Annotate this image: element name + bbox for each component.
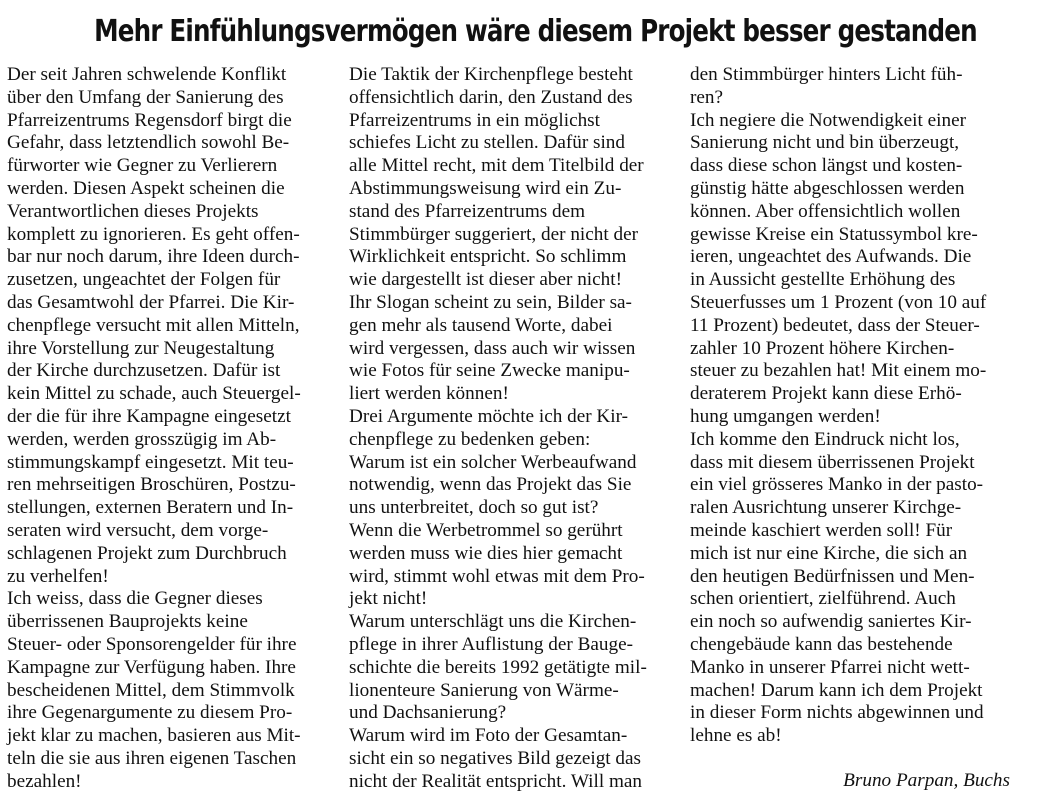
- text-line: ieren, ungeachtet des Aufwands. Die: [690, 246, 972, 268]
- text-line: mich ist nur eine Kirche, die sich an: [690, 542, 968, 564]
- text-line: meinde kaschiert werden soll! Für: [690, 519, 953, 541]
- text-line: stand des Pfarreizentrums dem: [349, 200, 586, 222]
- author-signature: Bruno Parpan, Buchs: [843, 770, 1010, 791]
- text-line: chenpflege versucht mit allen Mitteln,: [7, 314, 300, 336]
- text-line: ein noch so aufwendig saniertes Kir-: [690, 611, 972, 633]
- text-line: uns unterbreitet, doch so gut ist?: [349, 497, 599, 519]
- text-line: überrissenen Bauprojekts keine: [7, 611, 248, 633]
- text-line: Pfarreizentrums Regensdorf birgt die: [7, 109, 292, 131]
- text-line: und Dachsanierung?: [349, 702, 507, 724]
- text-line: wird, stimmt wohl etwas mit dem Pro-: [349, 565, 645, 587]
- text-line: nicht der Realität entspricht. Will man: [349, 770, 643, 792]
- text-line: Pfarreizentrums in ein möglichst: [349, 109, 600, 131]
- text-line: wird vergessen, dass auch wir wissen: [349, 337, 636, 359]
- text-line: ren?: [690, 86, 724, 108]
- text-line: wie Fotos für seine Zwecke manipu-: [349, 360, 630, 382]
- text-line: hung umgangen werden!: [690, 405, 881, 427]
- text-line: Ich negiere die Notwendigkeit einer: [690, 109, 966, 131]
- text-line: Stimmbürger suggeriert, der nicht der: [349, 223, 638, 245]
- text-line: komplett zu ignorieren. Es geht offen-: [7, 223, 300, 245]
- text-line: werden muss wie dies hier gemacht: [349, 542, 623, 564]
- text-line: günstig hätte abgeschlossen werden: [690, 177, 965, 199]
- text-line: den heutigen Bedürfnissen und Men-: [690, 565, 975, 587]
- text-line: kein Mittel zu schade, auch Steuergel-: [7, 383, 301, 405]
- text-line: der Kirche durchzusetzen. Dafür ist: [7, 360, 281, 382]
- text-line: Die Taktik der Kirchenpflege besteht: [349, 64, 633, 85]
- text-line: ihre Vorstellung zur Neugestaltung: [7, 337, 275, 359]
- text-line: Warum wird im Foto der Gesamtan-: [349, 725, 628, 747]
- text-line: Ihr Slogan scheint zu sein, Bilder sa-: [349, 291, 632, 313]
- text-line: Steuerfusses um 1 Prozent (von 10 auf: [690, 291, 987, 313]
- text-line: stimmungskampf eingesetzt. Mit teu-: [7, 451, 294, 473]
- text-line: Manko in unserer Pfarrei nicht wett-: [690, 656, 970, 678]
- article-headline: Mehr Einfühlungsvermögen wäre diesem Projekt besser gestanden: [94, 14, 977, 49]
- text-line: ren mehrseitigen Broschüren, Postzu-: [7, 474, 296, 496]
- text-line: werden, werden grosszügig im Ab-: [7, 428, 277, 450]
- text-line: ralen Ausrichtung unserer Kirchge-: [690, 497, 962, 519]
- text-line: Wirklichkeit entspricht. So schlimm: [349, 246, 627, 268]
- text-line: der die für ihre Kampagne eingesetzt: [7, 405, 291, 427]
- text-line: können. Aber offensichtlich wollen: [690, 200, 961, 222]
- text-line: gewisse Kreise ein Statussymbol kre-: [690, 223, 978, 245]
- text-line: Sanierung nicht und bin überzeugt,: [690, 132, 960, 154]
- text-line: fürworter wie Gegner zu Verlierern: [7, 155, 278, 177]
- text-line: stellungen, externen Beratern und In-: [7, 497, 294, 519]
- text-line: Gefahr, dass letztendlich sowohl Be-: [7, 132, 290, 154]
- text-column-2: [349, 64, 679, 794]
- text-line: deraterem Projekt kann diese Erhö-: [690, 383, 962, 405]
- text-line: lionenteure Sanierung von Wärme-: [349, 679, 619, 701]
- text-line: schiefes Licht zu stellen. Dafür sind: [349, 132, 625, 154]
- text-line: sicht ein so negatives Bild gezeigt das: [349, 747, 642, 769]
- text-line: über den Umfang der Sanierung des: [7, 86, 284, 108]
- text-line: dass diese schon längst und kosten-: [690, 155, 963, 177]
- text-line: schlagenen Projekt zum Durchbruch: [7, 542, 287, 564]
- text-line: teln die sie aus ihren eigenen Taschen: [7, 747, 297, 769]
- text-line: bar nur noch darum, ihre Ideen durch-: [7, 246, 300, 268]
- text-line: das Gesamtwohl der Pfarrei. Die Kir-: [7, 291, 295, 313]
- text-column-3: [690, 64, 1020, 748]
- text-line: chengebäude kann das bestehende: [690, 633, 953, 655]
- text-line: wie dargestellt ist dieser aber nicht!: [349, 269, 622, 291]
- text-line: Der seit Jahren schwelende Konflikt: [7, 64, 287, 85]
- text-line: offensichtlich darin, den Zustand des: [349, 86, 633, 108]
- text-line: Ich komme den Eindruck nicht los,: [690, 428, 960, 450]
- text-column-1: [7, 64, 337, 794]
- text-line: Drei Argumente möchte ich der Kir-: [349, 405, 628, 427]
- text-line: bezahlen!: [7, 770, 82, 792]
- text-line: liert werden können!: [349, 383, 509, 405]
- text-line: den Stimmbürger hinters Licht füh-: [690, 64, 963, 85]
- text-line: Warum unterschlägt uns die Kirchen-: [349, 611, 637, 633]
- text-line: seraten wird versucht, dem vorge-: [7, 519, 269, 541]
- text-line: zu verhelfen!: [7, 565, 109, 587]
- text-line: chenpflege zu bedenken geben:: [349, 428, 591, 450]
- text-line: alle Mittel recht, mit dem Titelbild der: [349, 155, 644, 177]
- text-line: zahler 10 Prozent höhere Kirchen-: [690, 337, 955, 359]
- text-line: zusetzen, ungeachtet der Folgen für: [7, 269, 281, 291]
- text-line: bescheidenen Mittel, dem Stimmvolk: [7, 679, 295, 701]
- text-line: in Aussicht gestellte Erhöhung des: [690, 269, 956, 291]
- text-line: pflege in ihrer Auflistung der Bauge-: [349, 633, 633, 655]
- text-line: ihre Gegenargumente zu diesem Pro-: [7, 702, 293, 724]
- text-line: 11 Prozent) bedeutet, dass der Steuer-: [690, 314, 980, 336]
- text-line: schichte die bereits 1992 getätigte mil-: [349, 656, 647, 678]
- text-line: Warum ist ein solcher Werbeaufwand: [349, 451, 637, 473]
- text-line: ein viel grösseres Manko in der pasto-: [690, 474, 984, 496]
- text-line: jekt klar zu machen, basieren aus Mit-: [7, 725, 301, 747]
- text-line: schen orientiert, zielführend. Auch: [690, 588, 956, 610]
- text-line: gen mehr als tausend Worte, dabei: [349, 314, 613, 336]
- text-line: steuer zu bezahlen hat! Mit einem mo-: [690, 360, 987, 382]
- text-line: notwendig, wenn das Projekt das Sie: [349, 474, 632, 496]
- text-line: Steuer- oder Sponsorengelder für ihre: [7, 633, 297, 655]
- text-line: Abstimmungsweisung wird ein Zu-: [349, 177, 622, 199]
- text-line: in dieser Form nichts abgewinnen und: [690, 702, 984, 724]
- text-line: Kampagne zur Verfügung haben. Ihre: [7, 656, 296, 678]
- text-line: Ich weiss, dass die Gegner dieses: [7, 588, 263, 610]
- text-line: jekt nicht!: [349, 588, 428, 610]
- text-line: werden. Diesen Aspekt scheinen die: [7, 177, 285, 199]
- text-line: lehne es ab!: [690, 725, 782, 747]
- text-line: dass mit diesem überrissenen Projekt: [690, 451, 975, 473]
- text-line: machen! Darum kann ich dem Projekt: [690, 679, 983, 701]
- text-line: Verantwortlichen dieses Projekts: [7, 200, 259, 222]
- text-line: Wenn die Werbetrommel so gerührt: [349, 519, 623, 541]
